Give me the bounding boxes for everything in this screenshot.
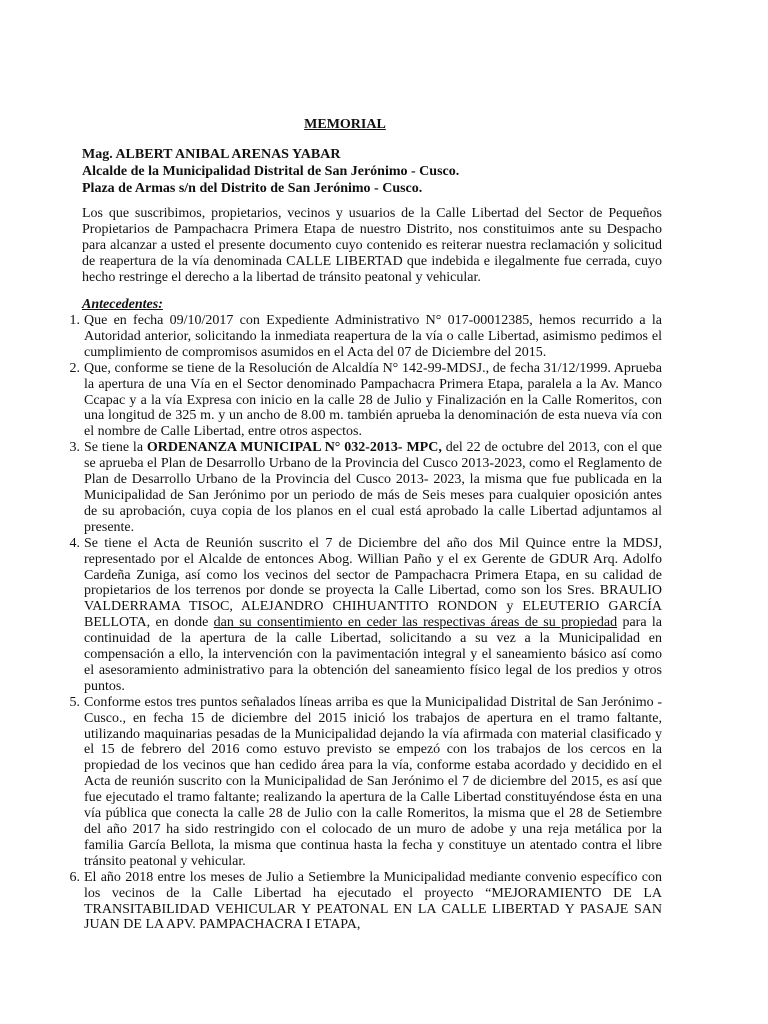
addressee-position: Alcalde de la Municipalidad Distrital de San Jerónimo - Cusco.: [82, 164, 460, 179]
list-item: [69, 360, 662, 441]
list-item-text-post: del 22 de octubre del 2013, con el que se aprueba el Plan de Desarrollo Urbano de la Provincia del Cusco 2013-2023, como el Reglamento de Plan de Desarrollo Urbano de la Provincia del Cusco 2013- 2023, la misma que fue publicada en la Municipalidad de San Jerónimo por un periodo de más de Seis meses para cualquier oposición antes de su aprobación, cuya copia de los planos en el cual está aprobado la calle Libertad adjuntamos al presente.: [84, 440, 662, 535]
addressee-block: [82, 146, 682, 197]
list-item-number: 6.: [69, 869, 80, 885]
list-item: [69, 313, 662, 361]
addressee-address: Plaza de Armas s/n del Distrito de San Jerónimo - Cusco.: [82, 181, 423, 196]
list-item: [69, 694, 662, 870]
list-item-text: Que en fecha 09/10/2017 con Expediente Administrativo N° 017-00012385, hemos recurrido a la Autoridad anterior, solicitando la inmediata reapertura de la vía o calle Libertad, asimismo pedimos el cumplimiento de compromisos asumidos en el Acta del 07 de Diciembre del 2015.: [84, 313, 662, 360]
list-item: [69, 440, 662, 535]
ordinance-reference: ORDENANZA MUNICIPAL N° 032-2013- MPC,: [146, 440, 442, 456]
list-item-number: 4.: [69, 535, 80, 551]
document-title: MEMORIAL: [304, 117, 386, 132]
list-item-text: Conforme estos tres puntos señalados líneas arriba es que la Municipalidad Distrital de San Jerónimo - Cusco., en fecha 15 de diciembre del 2015 inició los trabajos de apertura en el tramo faltante, utilizando maquinarias pesadas de la Municipalidad dejando la vía afirmada con material clasificado y el 15 de febrero del 2016 como estuvo previsto se empezó con los trabajos de los cercos en la propiedad de los vecinos que han cedido área para la vía, conforme estaba acordado y decidido en el Acta de reunión suscrito con la Municipalidad de San Jerónimo el 7 de diciembre del 2015, es así que fue ejecutado el tramo faltante; realizando la apertura de la Calle Libertad constituyéndose ésta en una vía pública que conecta la calle 28 de Julio con la calle Romeritos, la misma que el 28 de Setiembre del año 2017 ha sido restringido con el colocado de un muro de adobe y una reja metálica por la familia García Bellota, la misma que continua hasta la fecha y constituye un atentado contra el libre tránsito peatonal y vehicular.: [84, 694, 662, 869]
consent-underlined-text: dan su consentimiento en ceder las respectivas áreas de su propiedad: [213, 615, 618, 631]
antecedentes-list: [69, 313, 663, 933]
list-item: [69, 869, 662, 934]
list-item-text-post: para la continuidad de la apertura de la calle Libertad, solicitando a su vez a la Municipalidad en compensación a ello, la intervención con la pavimentación integral y el saneamiento básico así como el asesoramiento administrativo para la obtención del saneamiento físico legal de los predios y otros puntos.: [84, 615, 663, 694]
list-item-text: Que, conforme se tiene de la Resolución de Alcaldía N° 142-99-MDSJ., de fecha 31/12/1999. Aprueba la apertura de una Vía en el Sector denominado Pampachacra Primera Etapa, paralela a la Av. Manco Ccapac y a la vía Expresa con inicio en la calle 28 de Julio y Finalización en la Calle Romeritos, con una longitud de 325 m. y un ancho de 8.00 m. también aprueba la denominación de esta nueva vía con el nombre de Calle Libertad, entre otros aspectos.: [84, 360, 662, 440]
antecedentes-heading: Antecedentes:: [82, 297, 163, 312]
list-item-number: 2.: [69, 360, 80, 376]
addressee-name: Mag. ALBERT ANIBAL ARENAS YABAR: [82, 147, 341, 162]
list-item-text-pre: Se tiene la: [84, 440, 147, 456]
list-item-number: 5.: [69, 694, 80, 710]
list-item-number: 1.: [69, 313, 80, 328]
list-item-number: 3.: [69, 440, 80, 456]
list-item-text: El año 2018 entre los meses de Julio a Setiembre la Municipalidad mediante convenio específico con los vecinos de la Calle Libertad ha ejecutado el proyecto “MEJORAMIENTO DE LA TRANSITABILIDAD VEHICULAR Y PEATONAL EN LA CALLE LIBERTAD Y PASAJE SAN JUAN DE LA APV. PAMPACHACRA I ETAPA,: [84, 869, 662, 933]
list-item: [69, 535, 663, 695]
list-item-text-pre: Se tiene el Acta de Reunión suscrito el 7 de Diciembre del año dos Mil Quince entre la MDSJ, representado por el Alcalde de entonces Abog. Willian Paño y el ex Gerente de GDUR Arq. Adolfo Cardeña Zuniga, así como los vecinos del sector de Pampachacra Primera Etapa, en su calidad de propietarios de los terrenos por donde se proyecta la Calle Libertad, como son los Sres. BRAULIO VALDERRAMA TISOC, ALEJANDRO CHIHUANTITO RONDON y ELEUTERIO GARCÍA BELLOTA, en donde: [84, 535, 662, 631]
intro-paragraph: Los que suscribimos, propietarios, vecinos y usuarios de la Calle Libertad del Sector de Pequeños Propietarios de Pampachacra Primera Etapa de nuestro Distrito, nos constituimos ante su Despacho para alcanzar a usted el presente documento cuyo contenido es reiterar nuestra reclamación y solicitud de reapertura de la vía denominada CALLE LIBERTAD que indebida e ilegalmente fue cerrada, cuyo hecho restringe el derecho a la libertad de tránsito peatonal y vehicular.: [82, 206, 662, 286]
